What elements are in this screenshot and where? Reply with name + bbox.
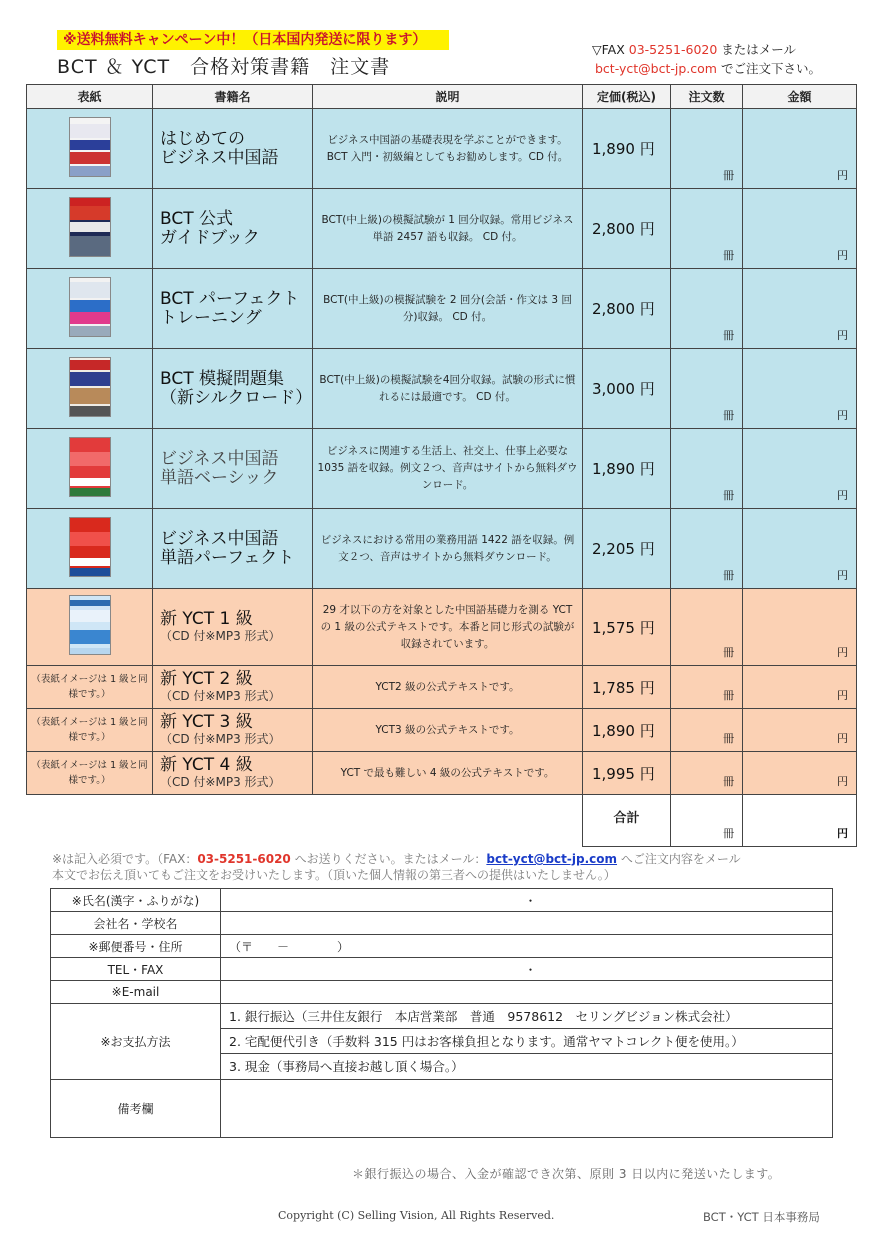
table-row xyxy=(27,589,857,666)
header-quantity: 注文数 xyxy=(671,85,743,109)
book-description: YCT3 級の公式テキストです。 xyxy=(313,709,583,752)
book-title: はじめての ビジネス中国語 xyxy=(153,109,313,189)
cover-cell xyxy=(27,429,153,509)
payment-option-cod[interactable]: 2. 宅配便代引き（手数料 315 円はお客様負担となります。通常ヤマトコレクト便を使用。） xyxy=(221,1029,832,1054)
table-row xyxy=(27,109,857,189)
header-cover: 表紙 xyxy=(27,85,153,109)
quantity-field[interactable]: 冊 xyxy=(671,109,743,189)
quantity-field[interactable]: 冊 xyxy=(671,509,743,589)
book-price: 1,890 円 xyxy=(583,429,671,509)
header-price: 定価(税込) xyxy=(583,85,671,109)
payment-options xyxy=(221,1004,833,1080)
amount-field[interactable]: 円 xyxy=(743,709,857,752)
book-price: 2,800 円 xyxy=(583,269,671,349)
form-row-address xyxy=(51,935,833,958)
amount-field[interactable]: 円 xyxy=(743,589,857,666)
form-row-email xyxy=(51,981,833,1004)
header-title: 書籍名 xyxy=(153,85,313,109)
table-header xyxy=(27,85,857,109)
tel-field[interactable]: ・ xyxy=(221,958,833,981)
address-label: ※郵便番号・住所 xyxy=(51,935,221,958)
tel-label: TEL・FAX xyxy=(51,958,221,981)
quantity-field[interactable]: 冊 xyxy=(671,189,743,269)
quantity-field[interactable]: 冊 xyxy=(671,589,743,666)
table-row xyxy=(27,189,857,269)
payment-option-bank[interactable]: 1. 銀行振込（三井住友銀行 本店営業部 普通 9578612 セリングビジョン株式会社） xyxy=(221,1004,832,1029)
book-title: BCT パーフェクト トレーニング xyxy=(153,269,313,349)
book-price: 1,575 円 xyxy=(583,589,671,666)
email-link[interactable]: bct-yct@bct-jp.com xyxy=(595,61,717,76)
email-field[interactable] xyxy=(221,981,833,1004)
table-row xyxy=(27,752,857,795)
amount-field[interactable]: 円 xyxy=(743,189,857,269)
instructions-notice: ※は記入必須です。（FAX：03-5251-6020 へお送りください。またはメール：bct-yct@bct-jp.com へご注文内容をメール 本文でお伝え頂いてもご注文をお受けいたします。（頂いた個人情報の第三者への提供はいたしません。） xyxy=(52,852,741,882)
order-table xyxy=(26,84,857,847)
document-title: BCT ＆ YCT 合格対策書籍 注文書 xyxy=(57,56,391,78)
amount-field[interactable]: 円 xyxy=(743,666,857,709)
fax-prefix: ▽FAX xyxy=(592,42,629,57)
book-title: BCT 公式 ガイドブック xyxy=(153,189,313,269)
quantity-field[interactable]: 冊 xyxy=(671,349,743,429)
form-row-tel xyxy=(51,958,833,981)
book-title: 新 YCT 1 級 （CD 付※MP3 形式） xyxy=(153,589,313,666)
email-label: ※E-mail xyxy=(51,981,221,1004)
book-description: BCT(中上級)の模擬試験を 2 回分(会話・作文は 3 回分)収録。 CD 付。 xyxy=(313,269,583,349)
cover-note: （表紙イメージは 1 級と同様です。） xyxy=(27,666,153,709)
quantity-field[interactable]: 冊 xyxy=(671,752,743,795)
table-row xyxy=(27,349,857,429)
book-cover-image xyxy=(69,517,111,577)
table-row xyxy=(27,429,857,509)
cover-cell xyxy=(27,349,153,429)
remarks-label: 備考欄 xyxy=(51,1080,221,1138)
form-row-remarks xyxy=(51,1080,833,1138)
amount-field[interactable]: 円 xyxy=(743,509,857,589)
form-row-payment xyxy=(51,1004,833,1080)
book-title: 新 YCT 3 級 （CD 付※MP3 形式） xyxy=(153,709,313,752)
remarks-field[interactable] xyxy=(221,1080,833,1138)
table-row xyxy=(27,269,857,349)
cover-note: （表紙イメージは 1 級と同様です。） xyxy=(27,709,153,752)
book-title: ビジネス中国語 単語ベーシック xyxy=(153,429,313,509)
book-description: ビジネスに関連する生活上、社交上、仕事上必要な 1035 語を収録。例文２つ、音声はサイトから無料ダウンロード。 xyxy=(313,429,583,509)
book-cover-image xyxy=(69,197,111,257)
company-field[interactable] xyxy=(221,912,833,935)
office-name: BCT・YCT 日本事務局 xyxy=(703,1210,820,1224)
book-title: 新 YCT 4 級 （CD 付※MP3 形式） xyxy=(153,752,313,795)
copyright: Copyright (C) Selling Vision, All Rights Reserved. xyxy=(278,1209,555,1222)
cover-cell xyxy=(27,509,153,589)
book-price: 1,890 円 xyxy=(583,709,671,752)
book-cover-image xyxy=(69,437,111,497)
customer-form xyxy=(50,888,833,1138)
book-description: YCT で最も難しい 4 級の公式テキストです。 xyxy=(313,752,583,795)
book-price: 2,205 円 xyxy=(583,509,671,589)
book-description: YCT2 級の公式テキストです。 xyxy=(313,666,583,709)
book-description: BCT(中上級)の模擬試験を4回分収録。試験の形式に慣れるには最適です。 CD 付。 xyxy=(313,349,583,429)
address-field[interactable]: （〒 － ） xyxy=(221,935,833,958)
quantity-field[interactable]: 冊 xyxy=(671,429,743,509)
book-price: 2,800 円 xyxy=(583,189,671,269)
name-label: ※氏名(漢字・ふりがな) xyxy=(51,889,221,912)
notice-email-link[interactable]: bct-yct@bct-jp.com xyxy=(486,852,618,866)
notice-fax-number: 03-5251-6020 xyxy=(197,852,291,866)
amount-field[interactable]: 円 xyxy=(743,349,857,429)
form-row-company xyxy=(51,912,833,935)
cover-cell xyxy=(27,589,153,666)
fax-number: 03-5251-6020 xyxy=(628,42,718,57)
book-cover-image xyxy=(69,357,111,417)
quantity-field[interactable]: 冊 xyxy=(671,269,743,349)
book-title: ビジネス中国語 単語パーフェクト xyxy=(153,509,313,589)
header-description: 説明 xyxy=(313,85,583,109)
amount-field[interactable]: 円 xyxy=(743,752,857,795)
company-label: 会社名・学校名 xyxy=(51,912,221,935)
payment-label: ※お支払方法 xyxy=(51,1004,221,1080)
table-row xyxy=(27,709,857,752)
email-suffix: でご注文下さい。 xyxy=(716,61,821,76)
name-field[interactable]: ・ xyxy=(221,889,833,912)
book-description: BCT(中上級)の模擬試験が 1 回分収録。常用ビジネス単語 2457 語も収録。 CD 付。 xyxy=(313,189,583,269)
form-row-name xyxy=(51,889,833,912)
book-description: 29 才以下の方を対象とした中国語基礎力を測る YCT の 1 級の公式テキストです。本番と同じ形式の試験が収録されています。 xyxy=(313,589,583,666)
cover-note: （表紙イメージは 1 級と同様です。） xyxy=(27,752,153,795)
book-cover-image xyxy=(69,595,111,655)
book-title: 新 YCT 2 級 （CD 付※MP3 形式） xyxy=(153,666,313,709)
amount-field[interactable]: 円 xyxy=(743,109,857,189)
book-cover-image xyxy=(69,277,111,337)
cover-cell xyxy=(27,269,153,349)
contact-info xyxy=(592,40,821,78)
header-amount: 金額 xyxy=(743,85,857,109)
shipping-footnote: ＊銀行振込の場合、入金が確認でき次第、原則 3 日以内に発送いたします。 xyxy=(352,1167,781,1181)
book-title: BCT 模擬問題集 （新シルクロード） xyxy=(153,349,313,429)
total-row xyxy=(27,795,857,847)
table-row xyxy=(27,666,857,709)
cover-cell xyxy=(27,189,153,269)
book-description: ビジネス中国語の基礎表現を学ぶことができます。BCT 入門・初級編としてもお勧めします。CD 付。 xyxy=(313,109,583,189)
amount-field[interactable]: 円 xyxy=(743,269,857,349)
amount-field[interactable]: 円 xyxy=(743,429,857,509)
total-label: 合計 xyxy=(583,795,671,847)
campaign-banner: ※送料無料キャンペーン中！（日本国内発送に限ります） xyxy=(57,30,449,50)
book-description: ビジネスにおける常用の業務用語 1422 語を収録。例文２つ、音声はサイトから無料ダウンロード。 xyxy=(313,509,583,589)
cover-cell xyxy=(27,109,153,189)
quantity-field[interactable]: 冊 xyxy=(671,666,743,709)
total-amount-field[interactable]: 円 xyxy=(743,795,857,847)
book-price: 3,000 円 xyxy=(583,349,671,429)
total-quantity-field[interactable]: 冊 xyxy=(671,795,743,847)
book-price: 1,890 円 xyxy=(583,109,671,189)
table-row xyxy=(27,509,857,589)
quantity-field[interactable]: 冊 xyxy=(671,709,743,752)
book-price: 1,995 円 xyxy=(583,752,671,795)
payment-option-cash[interactable]: 3. 現金（事務局へ直接お越し頂く場合。） xyxy=(229,1059,464,1074)
book-price: 1,785 円 xyxy=(583,666,671,709)
fax-suffix: またはメール xyxy=(717,42,797,57)
book-cover-image xyxy=(69,117,111,177)
